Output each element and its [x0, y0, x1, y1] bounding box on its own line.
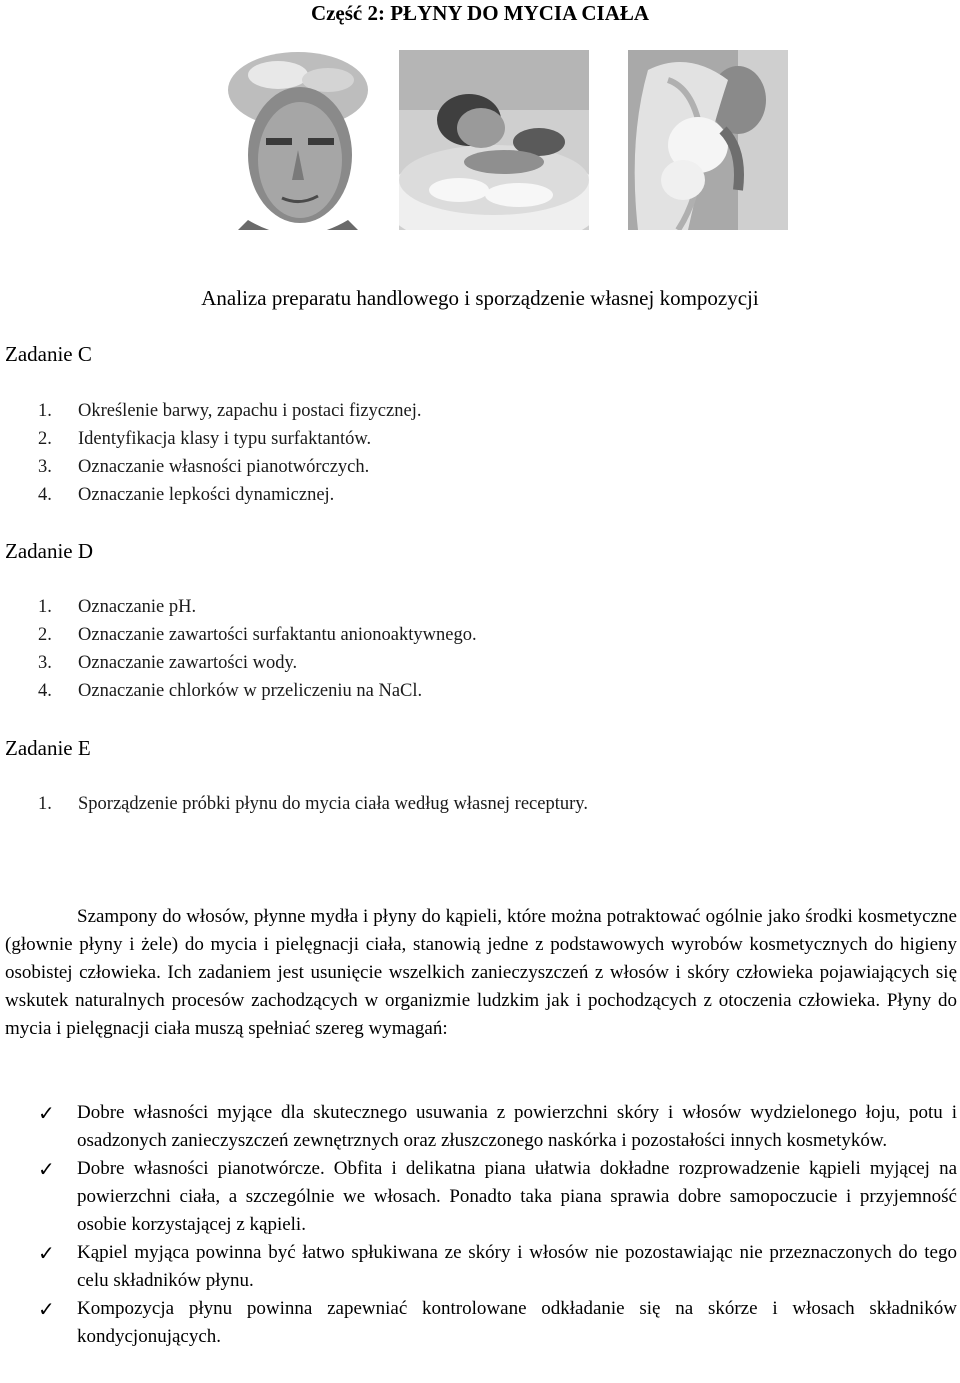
checkmark-icon: ✓ — [38, 1297, 55, 1321]
list-item: ✓ Kompozycja płynu powinna zapewniać kontrolowane odkładanie się na skórze i włosach składników kondycjonujących. — [38, 1297, 957, 1347]
checkmark-icon: ✓ — [38, 1241, 55, 1265]
list-item: 1. Oznaczanie pH. — [38, 597, 197, 617]
task-heading-e: Zadanie E — [5, 736, 91, 760]
woman-shampooing-hair-photo — [628, 50, 788, 230]
intro-paragraph: Szampony do włosów, płynne mydła i płyny do kąpieli, które można potraktować ogólnie jako środki kosmetyczne (głownie płyny i żele) do mycia i pielęgnacji ciała, stanowią jedne z podstawowych wyrobów kosmetycznych do higieny osobistej człowieka. Ich zadaniem jest usunięcie wszelkich zanieczyszczeń z włosów i skóry człowieka pojawiających się wskutek naturalnych procesów zachodzących w organizmie ludzkim jak i pochodzących z otoczenia człowieka. Płyny do mycia i pielęgnacji ciała muszą spełniać szereg wymagań: — [5, 906, 957, 1039]
list-item: 2. Oznaczanie zawartości surfaktantu anionoaktywnego. — [38, 625, 477, 645]
man-washing-hair-photo — [218, 50, 378, 230]
list-item: ✓ Kąpiel myjąca powinna być łatwo spłukiwana ze skóry i włosów nie pozostawiając nie przeznaczonych do tego celu składników płynu. — [38, 1241, 957, 1291]
list-item: 4. Oznaczanie chlorków w przeliczeniu na NaCl. — [38, 681, 423, 701]
task-list-d — [38, 593, 477, 705]
list-item: 3. Oznaczanie własności pianotwórczych. — [38, 457, 370, 477]
task-list-c — [38, 397, 421, 509]
checkmark-icon: ✓ — [38, 1101, 55, 1125]
list-item: 4. Oznaczanie lepkości dynamicznej. — [38, 485, 335, 505]
woman-in-bath-photo — [399, 50, 589, 230]
task-heading-c: Zadanie C — [5, 342, 92, 366]
list-item: ✓ Dobre własności pianotwórcze. Obfita i delikatna piana ułatwia dokładne rozprowadzenie kąpieli myjącej na powierzchni ciała, a szczególnie we włosach. Ponadto taka piana sprawia dobre samopoczucie i przyjemność osobie korzystającej z kąpieli. — [38, 1157, 957, 1235]
list-item: 1. Określenie barwy, zapachu i postaci fizycznej. — [38, 401, 422, 421]
list-item: 3. Oznaczanie zawartości wody. — [38, 653, 298, 673]
checkmark-icon: ✓ — [38, 1157, 55, 1181]
list-item: ✓ Dobre własności myjące dla skutecznego usuwania z powierzchni skóry i włosów wydzielonego łoju, potu i osadzonych zanieczyszczeń zewnętrznych oraz złuszczonego naskórka i pozostałości innych kosmetyków. — [38, 1101, 957, 1151]
section-subtitle: Analiza preparatu handlowego i sporządzenie własnej kompozycji — [201, 286, 759, 310]
list-item: 2. Identyfikacja klasy i typu surfaktantów. — [38, 429, 372, 449]
page-title: Część 2: PŁYNY DO MYCIA CIAŁA — [310, 1, 650, 25]
task-heading-d: Zadanie D — [5, 539, 94, 563]
requirements-list — [0, 1099, 957, 1351]
task-list-e — [38, 790, 588, 818]
list-item: 1. Sporządzenie próbki płynu do mycia ciała według własnej receptury. — [38, 794, 588, 814]
